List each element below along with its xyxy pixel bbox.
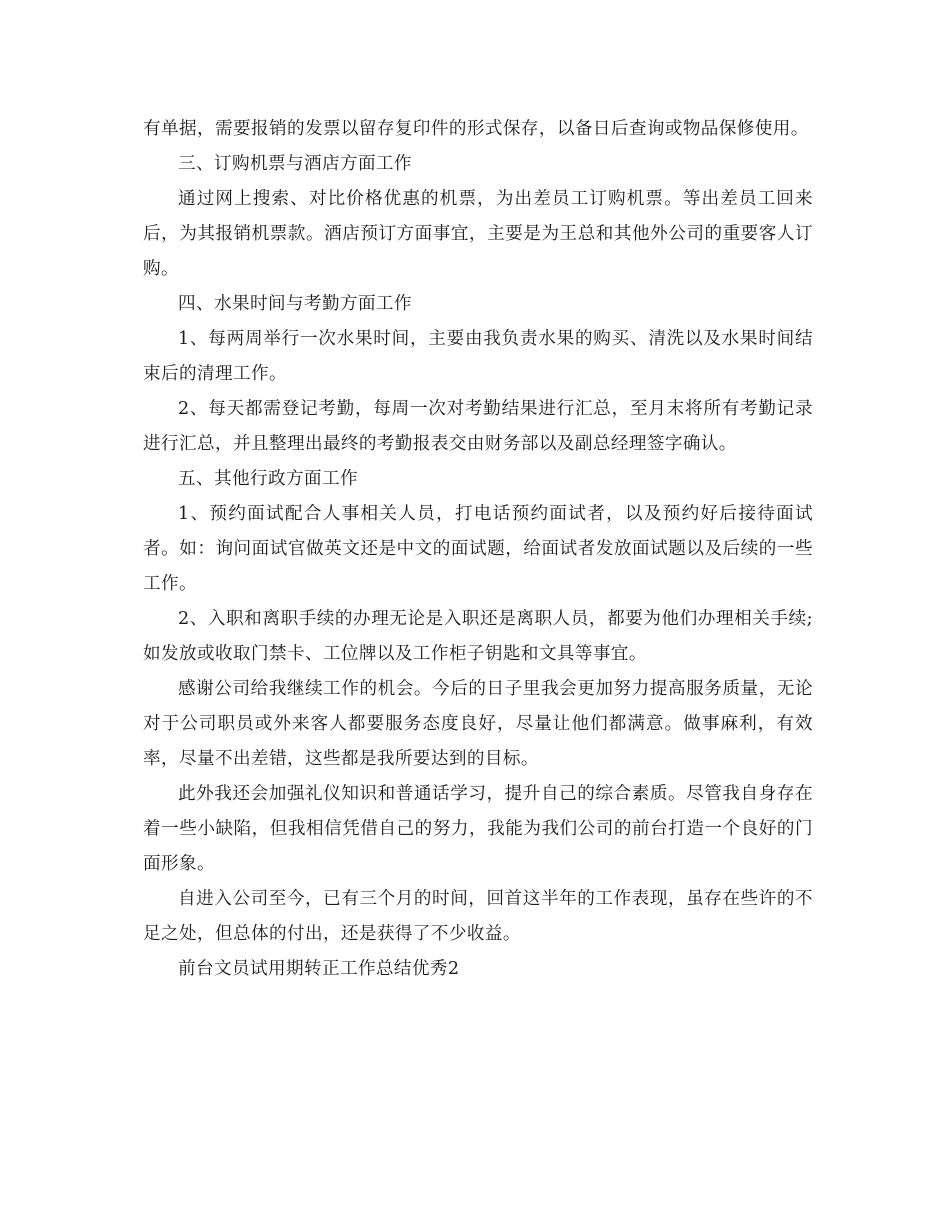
section-heading-tickets-hotels: 三、订购机票与酒店方面工作 [178, 154, 412, 174]
paragraph-onboarding: 2、入职和离职手续的办理无论是入职还是离职人员，都要为他们办理相关手续;如发放或收取门禁卡、工位牌以及工作柜子钥匙和文具等事宜。 [143, 609, 813, 664]
section-heading-other-admin: 五、其他行政方面工作 [178, 469, 358, 489]
paragraph-attendance: 2、每天都需登记考勤，每周一次对考勤结果进行汇总，至月末将所有考勤记录进行汇总，并且整理出最终的考勤报表交由财务部以及副总经理签字确认。 [143, 399, 813, 454]
paragraph-fruit-time: 1、每两周举行一次水果时间，主要由我负责水果的购买、清洗以及水果时间结束后的清理工作。 [143, 329, 813, 384]
paragraph-reflection: 自进入公司至今，已有三个月的时间，回首这半年的工作表现，虽存在些许的不足之处，但总体的付出，还是获得了不少收益。 [143, 889, 813, 944]
paragraph-self-improvement: 此外我还会加强礼仪知识和普通话学习，提升自己的综合素质。尽管我自身存在着一些小缺陷，但我相信凭借自己的努力，我能为我们公司的前台打造一个良好的门面形象。 [143, 784, 813, 874]
paragraph-thanks: 感谢公司给我继续工作的机会。今后的日子里我会更加努力提高服务质量，无论对于公司职员或外来客人都要服务态度良好，尽量让他们都满意。做事麻利，有效率，尽量不出差错，这些都是我所要达到的目标。 [143, 679, 813, 769]
next-document-title: 前台文员试用期转正工作总结优秀2 [178, 959, 460, 979]
paragraph-receipts-continued: 有单据，需要报销的发票以留存复印件的形式保存，以备日后查询或物品保修使用。 [143, 119, 809, 139]
document-body [143, 112, 813, 987]
paragraph-interviews: 1、预约面试配合人事相关人员，打电话预约面试者，以及预约好后接待面试者。如：询问面试官做英文还是中文的面试题，给面试者发放面试题以及后续的一些工作。 [143, 504, 813, 594]
section-heading-fruit-attendance: 四、水果时间与考勤方面工作 [178, 294, 412, 314]
paragraph-tickets-hotels: 通过网上搜索、对比价格优惠的机票，为出差员工订购机票。等出差员工回来后，为其报销机票款。酒店预订方面事宜，主要是为王总和其他外公司的重要客人订购。 [143, 189, 813, 279]
